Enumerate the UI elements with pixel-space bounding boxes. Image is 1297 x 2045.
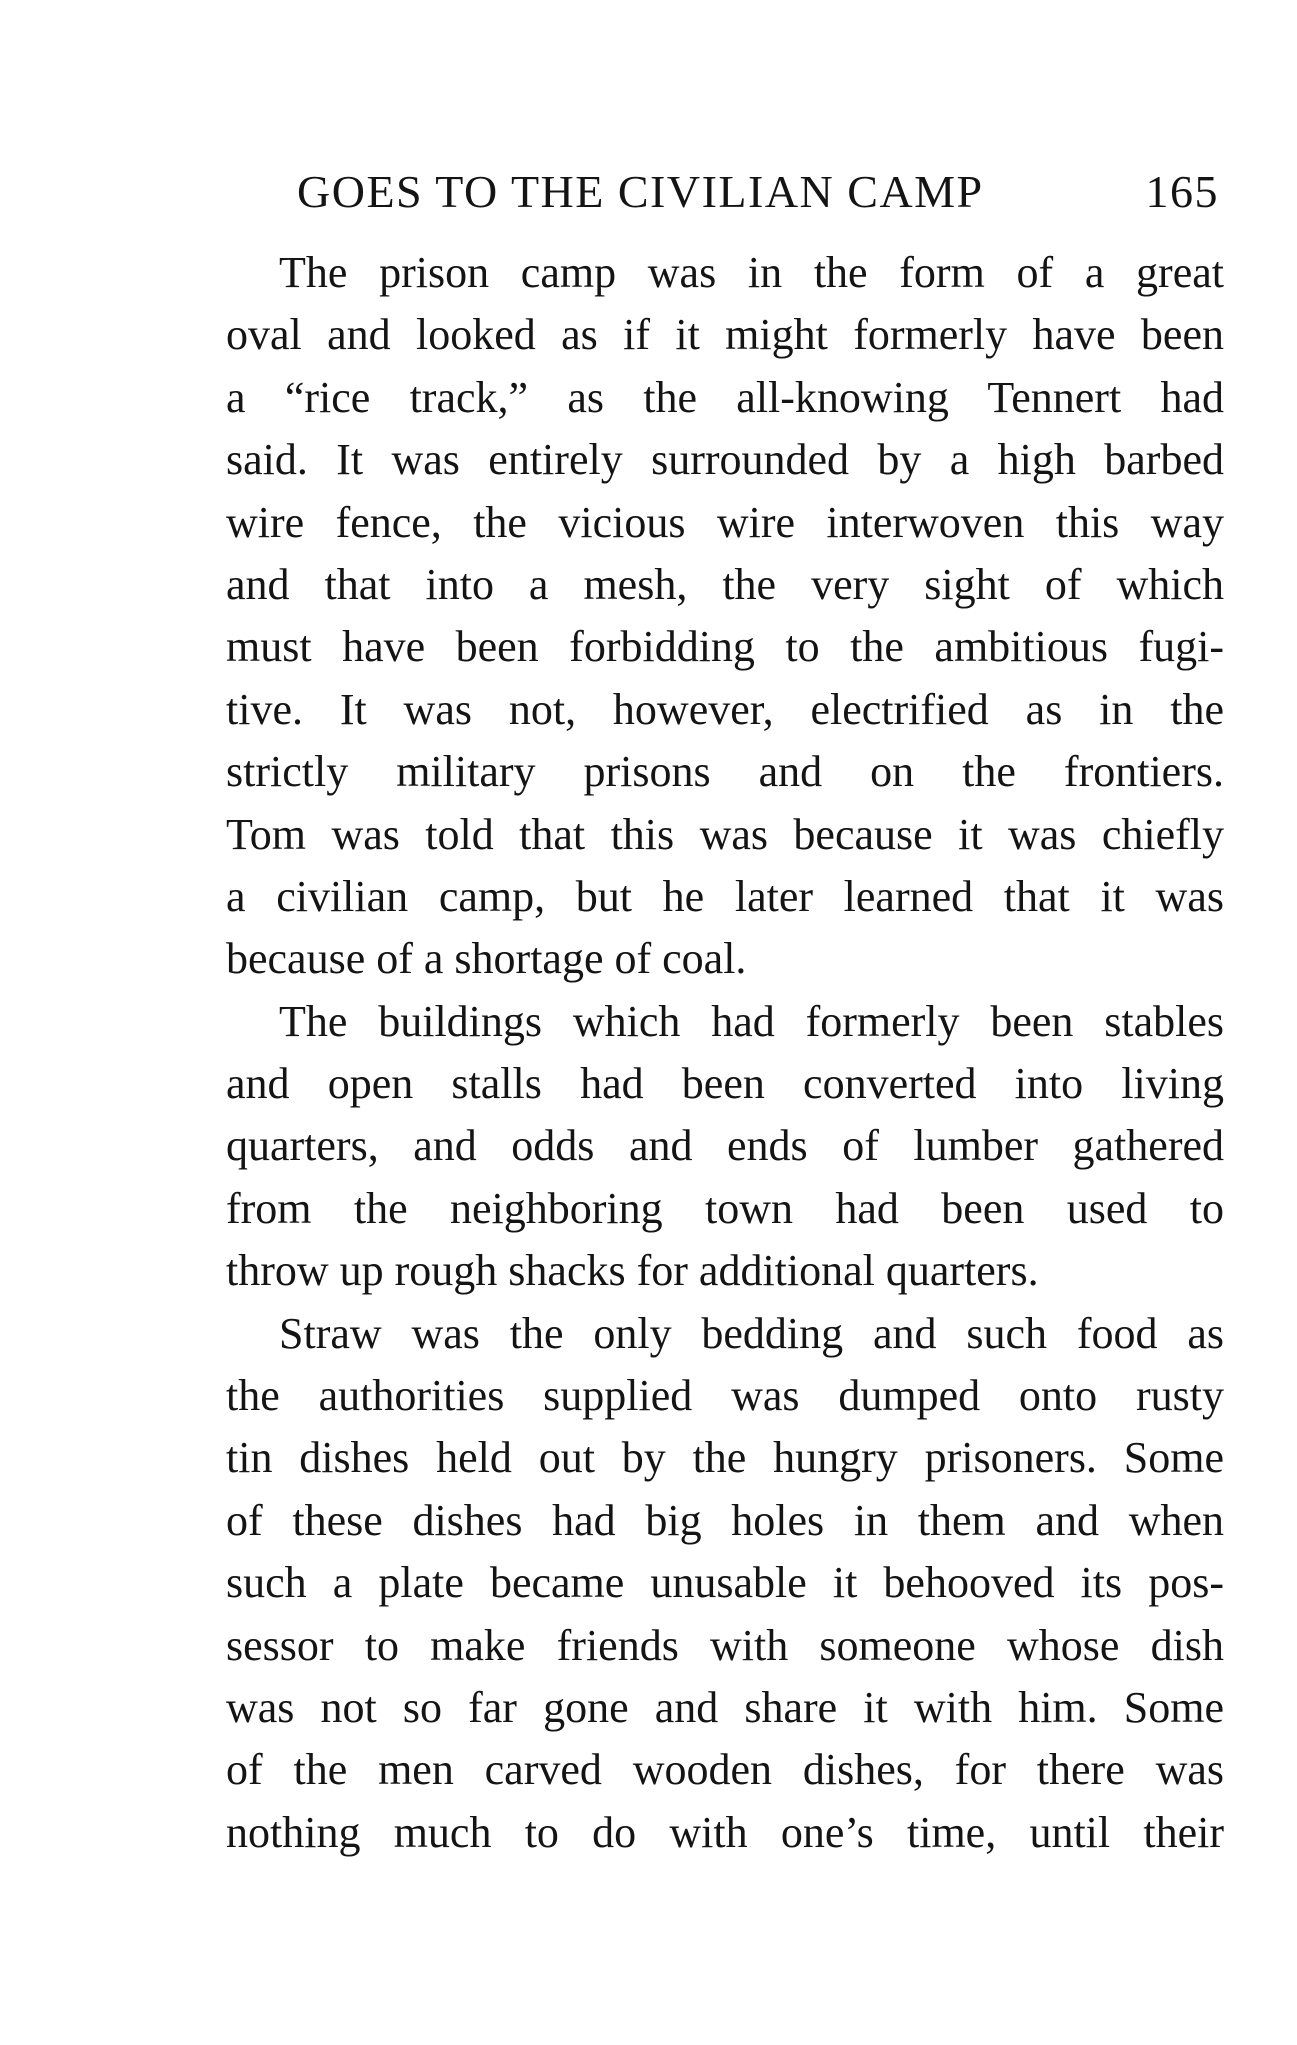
text-line: Tom was told that this was because it was chiefly: [226, 809, 1224, 859]
text-line: strictly military prisons and on the frontiers.: [226, 747, 1224, 797]
text-line: of these dishes had big holes in them and when: [226, 1495, 1224, 1545]
page-number: 165: [1145, 166, 1219, 217]
text-line: tive. It was not, however, electrified as in the: [226, 684, 1224, 734]
chapter-title: GOES TO THE CIVILIAN CAMP: [297, 166, 984, 217]
text-line: sessor to make friends with someone whose dish: [226, 1620, 1224, 1670]
text-line: Straw was the only bedding and such food as: [279, 1308, 1224, 1358]
text-line: nothing much to do with one’s time, until their: [226, 1807, 1224, 1857]
text-line: said. It was entirely surrounded by a high barbed: [226, 435, 1224, 485]
text-line: and open stalls had been converted into living: [226, 1059, 1224, 1109]
text-line: of the men carved wooden dishes, for there was: [226, 1745, 1224, 1795]
text-line: a civilian camp, but he later learned that it was: [226, 871, 1224, 921]
text-line: such a plate became unusable it behooved its pos-: [226, 1558, 1224, 1608]
paragraph-3: [226, 1303, 1224, 1865]
text-line: The buildings which had formerly been stables: [279, 996, 1224, 1046]
text-line: because of a shortage of coal.: [226, 934, 747, 984]
text-line: The prison camp was in the form of a great: [279, 248, 1224, 297]
text-line: tin dishes held out by the hungry prisoners. Some: [226, 1433, 1224, 1483]
paragraph-2: [226, 991, 1224, 1303]
text-line: a “rice track,” as the all-knowing Tennert had: [226, 372, 1224, 422]
text-line: quarters, and odds and ends of lumber gathered: [226, 1121, 1224, 1171]
running-header: [297, 160, 1219, 224]
text-line: must have been forbidding to the ambitious fugi-: [226, 622, 1224, 672]
text-line: throw up rough shacks for additional quarters.: [226, 1246, 1039, 1296]
text-line: from the neighboring town had been used to: [226, 1183, 1224, 1233]
body-text: [226, 242, 1224, 1864]
text-line: the authorities supplied was dumped onto rusty: [226, 1371, 1224, 1421]
text-line: wire fence, the vicious wire interwoven this way: [226, 497, 1224, 547]
paragraph-1: [226, 242, 1224, 991]
text-line: oval and looked as if it might formerly have been: [226, 310, 1224, 360]
text-line: was not so far gone and share it with him. Some: [226, 1682, 1224, 1732]
text-line: and that into a mesh, the very sight of which: [226, 559, 1224, 609]
